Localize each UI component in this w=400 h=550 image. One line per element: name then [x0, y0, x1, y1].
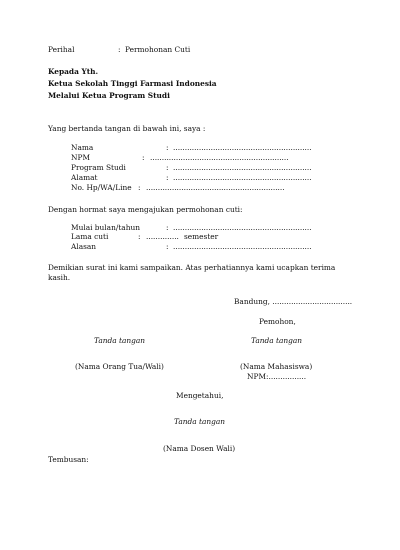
recipient-line-1: Kepada Yth.	[48, 67, 99, 76]
field-dots-mulai: ...........................................................	[173, 223, 312, 232]
field-dots-nama: ...........................................................	[173, 143, 312, 152]
student-npm: NPM:................	[247, 372, 307, 381]
parent-name: (Nama Orang Tua/Wali)	[75, 362, 164, 371]
field-colon-alamat: :	[166, 173, 169, 182]
field-colon-program-studi: :	[166, 163, 169, 172]
perihal-label: Perihal	[48, 45, 75, 54]
field-colon-nama: :	[166, 143, 169, 152]
field-label-alasan: Alasan	[71, 242, 97, 251]
student-name: (Nama Mahasiswa)	[240, 362, 313, 371]
tembusan-label: Tembusan:	[48, 455, 89, 464]
recipient-line-2: Ketua Sekolah Tinggi Farmasi Indonesia	[48, 79, 217, 88]
field-dots-no-hp: ...........................................................	[146, 183, 285, 192]
field-dots-lama-cuti: ..............	[146, 232, 179, 241]
place-date: Bandung, ..................................	[234, 297, 353, 306]
field-dots-program-studi: ...........................................................	[173, 163, 312, 172]
field-dots-alasan: ...........................................................	[173, 242, 312, 251]
field-colon-npm: :	[142, 153, 145, 162]
pemohon-label: Pemohon,	[259, 317, 296, 326]
field-label-npm: NPM	[71, 153, 91, 162]
field-label-mulai: Mulai bulan/tahun	[71, 223, 140, 232]
field-colon-alasan: :	[166, 242, 169, 251]
request-intro-text: Dengan hormat saya mengajukan permohonan cuti:	[48, 205, 243, 214]
field-dots-alamat: ...........................................................	[173, 173, 312, 182]
perihal-value: Permohonan Cuti	[125, 45, 191, 54]
closing-line-1: Demikian surat ini kami sampaikan. Atas perhatiannya kami ucapkan terima	[48, 263, 336, 272]
field-suffix-semester: semester	[184, 232, 219, 241]
field-label-alamat: Alamat	[71, 173, 98, 182]
field-colon-mulai: :	[166, 223, 169, 232]
field-colon-no-hp: :	[138, 183, 141, 192]
signature-placeholder-student: Tanda tangan	[251, 336, 303, 345]
closing-line-2: kasih.	[48, 273, 71, 282]
field-label-nama: Nama	[71, 143, 94, 152]
intro-text: Yang bertanda tangan di bawah ini, saya :	[48, 124, 206, 133]
field-dots-npm: ...........................................................	[150, 153, 289, 162]
recipient-line-3: Melalui Ketua Program Studi	[48, 91, 170, 100]
signature-placeholder-parent: Tanda tangan	[94, 336, 146, 345]
advisor-name: (Nama Dosen Wali)	[163, 444, 236, 453]
perihal-colon: :	[118, 45, 121, 54]
field-label-lama-cuti: Lama cuti	[71, 232, 109, 241]
field-colon-lama-cuti: :	[138, 232, 141, 241]
field-label-no-hp: No. Hp/WA/Line	[71, 183, 132, 192]
signature-placeholder-advisor: Tanda tangan	[174, 417, 226, 426]
mengetahui-label: Mengetahui,	[176, 391, 224, 400]
field-label-program-studi: Program Studi	[71, 163, 126, 172]
